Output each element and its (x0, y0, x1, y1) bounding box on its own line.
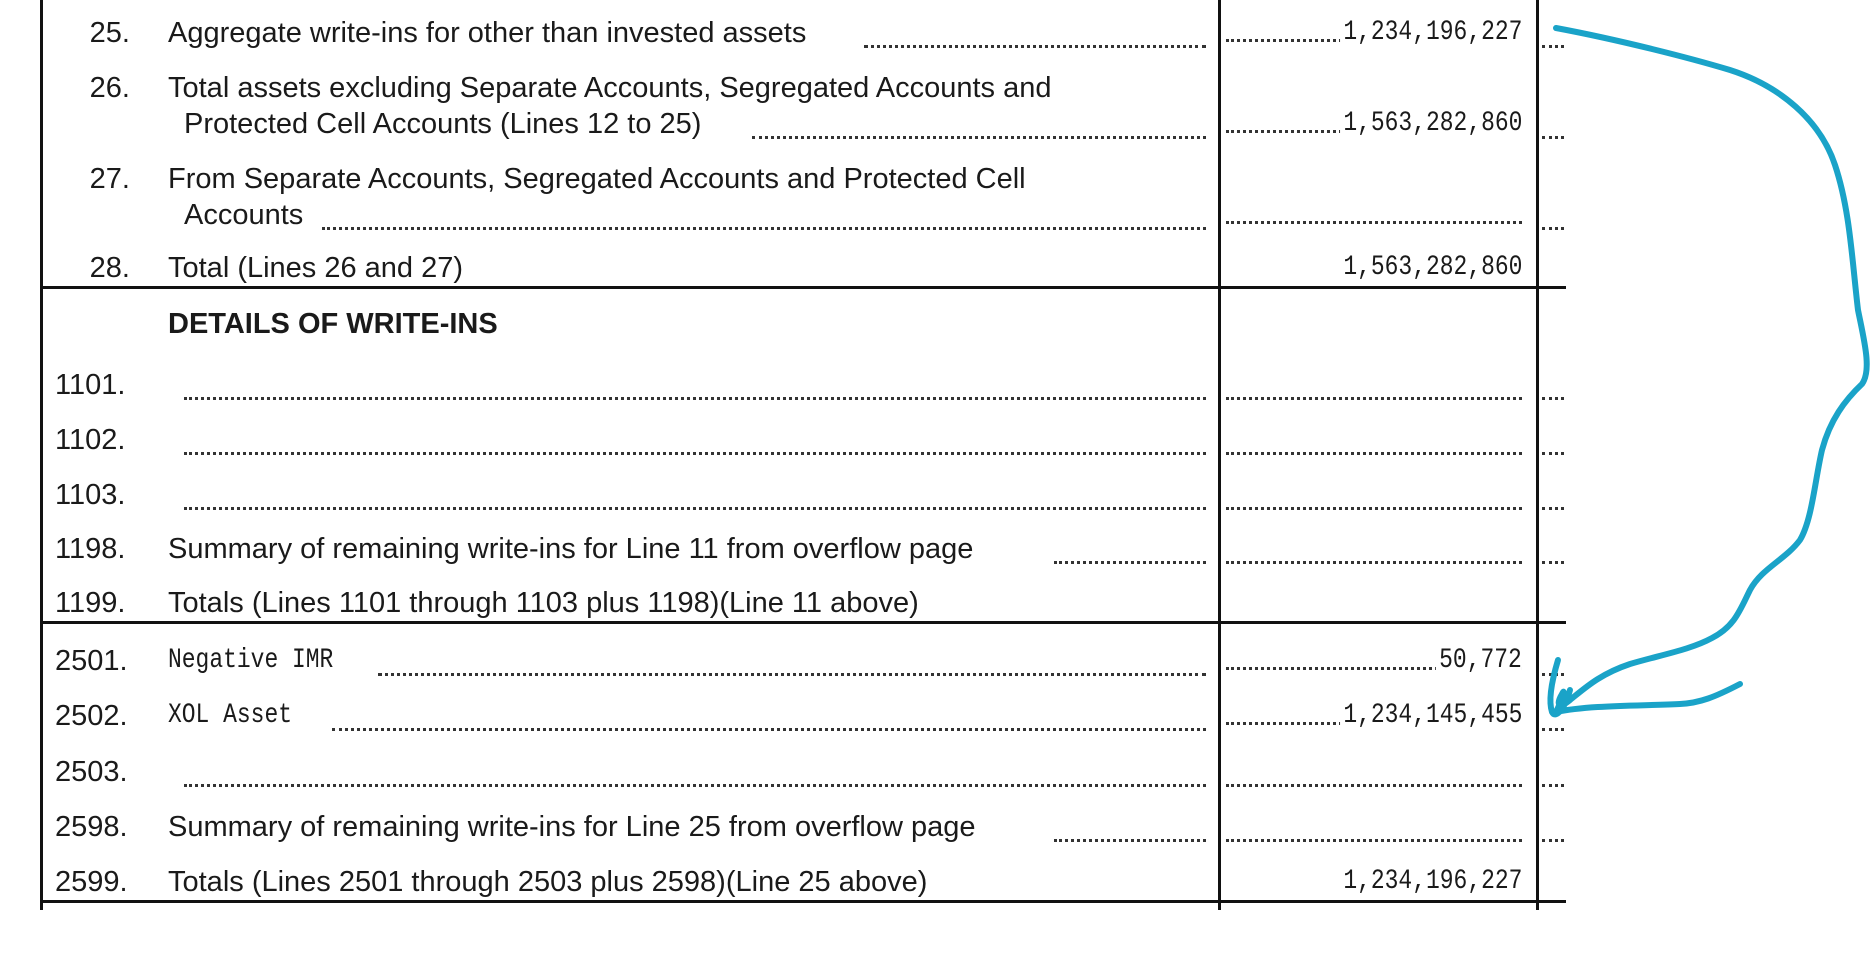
line-number: 1101. (55, 369, 126, 401)
line-description: Summary of remaining write-ins for Line 25 from overflow page (168, 811, 976, 843)
line-description: Total (Lines 26 and 27) (168, 252, 464, 284)
amount-cell: 1,234,196,227 (1222, 16, 1522, 50)
line-number: 28. (89, 252, 130, 284)
line-number: 1199. (55, 587, 126, 619)
amount-cell: 50,772 (1222, 644, 1522, 678)
line-description: From Separate Accounts, Segregated Accounts and Protected Cell (168, 163, 1026, 195)
arrow-head-stroke (1550, 660, 1570, 714)
amount-cell: 1,563,282,860 (1222, 107, 1522, 141)
amount-cell: 1,563,282,860 (1222, 251, 1522, 285)
line-number: 25. (89, 17, 130, 49)
line-description: Total assets excluding Separate Accounts, Segregated Accounts and (168, 72, 1052, 104)
line-number: 2599. (55, 866, 128, 898)
section-heading: DETAILS OF WRITE-INS (168, 308, 498, 340)
line-description: Aggregate write-ins for other than invested assets (168, 17, 807, 49)
line-description: Totals (Lines 1101 through 1103 plus 1198)(Line 11 above) (168, 587, 919, 619)
line-number: 1198. (55, 533, 126, 565)
amount-cell: 1,234,196,227 (1222, 865, 1522, 899)
line-description-cont: Protected Cell Accounts (Lines 12 to 25) (184, 108, 702, 140)
line-number: 2503. (55, 756, 128, 788)
arrow-stroke (1556, 28, 1867, 712)
line-description: Totals (Lines 2501 through 2503 plus 2598)(Line 25 above) (168, 866, 928, 898)
line-number: 2502. (55, 700, 128, 732)
line-number: 2598. (55, 811, 128, 843)
line-description: XOL Asset (168, 700, 293, 731)
amount-cell: 1,234,145,455 (1222, 699, 1522, 733)
line-number: 1103. (55, 479, 126, 511)
line-description: Summary of remaining write-ins for Line 11 from overflow page (168, 533, 974, 565)
line-number: 2501. (55, 645, 128, 677)
line-number: 1102. (55, 424, 126, 456)
line-description: Negative IMR (168, 645, 334, 676)
line-number: 27. (89, 163, 130, 195)
line-description-cont: Accounts (184, 199, 304, 231)
line-number: 26. (89, 72, 130, 104)
